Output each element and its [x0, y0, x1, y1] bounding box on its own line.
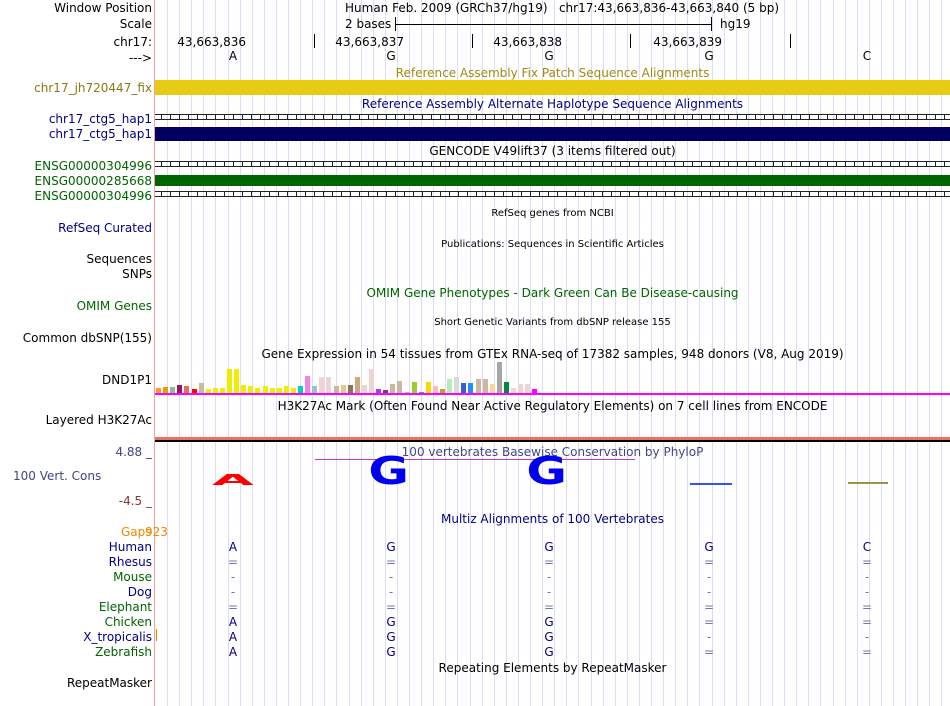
gtex-gene-line: [155, 393, 950, 395]
cons-logo-g1: G: [368, 449, 409, 493]
alignment-base: A: [228, 540, 238, 554]
species-label[interactable]: Chicken: [104, 615, 152, 629]
cons-zero-line: [315, 459, 635, 460]
gtex-bar[interactable]: [362, 385, 367, 393]
gtex-bar[interactable]: [177, 385, 182, 393]
alt-title[interactable]: Reference Assembly Alternate Haplotype Sequence Alignments: [361, 97, 744, 111]
gencode-feature-1[interactable]: [155, 161, 950, 167]
alignment-base: =: [703, 645, 715, 659]
ruler-tick: [314, 34, 315, 48]
ruler-tick: [472, 34, 473, 48]
alignment-base: =: [703, 615, 715, 629]
reference-base: G: [704, 49, 714, 63]
gtex-bar[interactable]: [468, 383, 473, 393]
alignment-base: =: [385, 555, 397, 569]
refseq-title[interactable]: RefSeq genes from NCBI: [491, 208, 614, 219]
alignment-base: -: [230, 570, 236, 584]
gtex-bar[interactable]: [397, 381, 402, 393]
alignment-base: G: [704, 540, 714, 554]
gtex-bar[interactable]: [334, 386, 339, 393]
gaps-label[interactable]: Gaps: [121, 525, 152, 539]
ruler-position: 43,663,836: [177, 35, 246, 49]
pubs-title[interactable]: Publications: Sequences in Scientific Articles: [441, 239, 664, 250]
rmsk-title[interactable]: Repeating Elements by RepeatMasker: [438, 661, 667, 675]
species-label[interactable]: Elephant: [98, 600, 152, 614]
gtex-bar[interactable]: [390, 384, 395, 393]
gtex-bar[interactable]: [234, 369, 239, 393]
alignment-base: =: [703, 600, 715, 614]
gtex-bar[interactable]: [355, 377, 360, 393]
gtex-bar[interactable]: [426, 382, 431, 393]
gtex-bar[interactable]: [348, 385, 353, 393]
alignment-base: -: [706, 570, 712, 584]
refseq-label[interactable]: RefSeq Curated: [58, 221, 152, 235]
gencode-label-1[interactable]: ENSG00000304996: [34, 159, 152, 173]
alignment-base: =: [385, 600, 397, 614]
alignment-base: =: [861, 555, 873, 569]
alignment-base: =: [861, 600, 873, 614]
scale-bar: [395, 24, 711, 25]
gtex-bar[interactable]: [504, 382, 509, 393]
gencode-title[interactable]: GENCODE V49lift37 (3 items filtered out): [429, 144, 676, 158]
alignment-base: G: [544, 540, 554, 554]
gtex-bar[interactable]: [298, 386, 303, 393]
alignment-base: =: [543, 600, 555, 614]
alt-label-2[interactable]: chr17_ctg5_hap1: [48, 127, 152, 141]
cons-logo-a: A: [212, 471, 254, 489]
gtex-bar[interactable]: [184, 386, 189, 393]
gtex-bar[interactable]: [497, 362, 502, 393]
gtex-bar[interactable]: [319, 377, 324, 393]
ruler-tick: [630, 34, 631, 48]
alignment-base: A: [228, 630, 238, 644]
gtex-label[interactable]: DND1P1: [102, 373, 152, 387]
gtex-bar[interactable]: [454, 377, 459, 393]
strand-label: --->: [128, 51, 152, 65]
alignment-base: -: [706, 630, 712, 644]
alignment-base: G: [544, 615, 554, 629]
scale-text: 2 bases: [345, 17, 392, 31]
h3k27ac-label[interactable]: Layered H3K27Ac: [45, 413, 152, 427]
cons-logo-g3: [690, 483, 732, 485]
fix-label[interactable]: chr17_jh720447_fix: [34, 81, 152, 95]
cons-title[interactable]: 100 vertebrates Basewise Conservation by PhyloP: [401, 445, 704, 459]
alt-label-1[interactable]: chr17_ctg5_hap1: [48, 112, 152, 126]
gencode-feature-3[interactable]: [155, 191, 950, 197]
reference-base: G: [544, 49, 554, 63]
gtex-bar[interactable]: [241, 385, 246, 393]
alignment-base: -: [230, 585, 236, 599]
alignment-base: -: [864, 585, 870, 599]
gtex-bar[interactable]: [284, 386, 289, 393]
multiz-title[interactable]: Multiz Alignments of 100 Vertebrates: [440, 512, 665, 526]
gtex-bar[interactable]: [483, 379, 488, 393]
reference-base: G: [386, 49, 396, 63]
scale-assembly: hg19: [720, 17, 751, 31]
gtex-bar[interactable]: [248, 386, 253, 393]
alignment-base: =: [227, 555, 239, 569]
gtex-bar[interactable]: [312, 386, 317, 393]
gencode-label-2[interactable]: ENSG00000285668: [34, 174, 152, 188]
gtex-bar[interactable]: [263, 386, 268, 393]
gtex-bar[interactable]: [412, 382, 417, 393]
alignment-base: G: [386, 630, 396, 644]
gtex-bar[interactable]: [525, 384, 530, 393]
h3k27ac-baseline: [155, 440, 950, 442]
gtex-bar[interactable]: [199, 383, 204, 393]
window-position: Human Feb. 2009 (GRCh37/hg19) chr17:43,663,836-43,663,840 (5 bp): [345, 1, 780, 15]
species-label[interactable]: Zebrafish: [95, 645, 152, 659]
omim-label[interactable]: OMIM Genes: [76, 299, 152, 313]
cons-max: 4.88 _: [115, 445, 152, 459]
omim-title[interactable]: OMIM Gene Phenotypes - Dark Green Can Be Disease-causing: [366, 286, 739, 300]
chrom-label: chr17:: [113, 35, 152, 49]
rmsk-label[interactable]: RepeatMasker: [66, 676, 152, 690]
gtex-bar[interactable]: [341, 385, 346, 393]
gencode-label-3[interactable]: ENSG00000304996: [34, 189, 152, 203]
alignment-base: =: [861, 645, 873, 659]
gtex-bar[interactable]: [447, 379, 452, 393]
alignment-base: A: [228, 645, 238, 659]
gtex-bar[interactable]: [461, 383, 466, 393]
alignment-base: -: [388, 570, 394, 584]
gap-marker: [156, 629, 157, 641]
gtex-bar[interactable]: [518, 384, 523, 393]
alt-haplotype-feature-2[interactable]: [155, 127, 950, 141]
alignment-base: -: [706, 585, 712, 599]
dbsnp-label[interactable]: Common dbSNP(155): [22, 331, 152, 345]
gtex-bar[interactable]: [326, 377, 331, 393]
species-label[interactable]: Dog: [127, 585, 152, 599]
alignment-base: -: [864, 630, 870, 644]
fix-patch-feature[interactable]: [155, 80, 950, 95]
reference-base: C: [862, 49, 872, 63]
gencode-feature-2[interactable]: [155, 175, 950, 186]
alignment-base: =: [861, 615, 873, 629]
cons-label[interactable]: 100 Vert. Cons: [13, 469, 102, 483]
alignment-base: =: [227, 600, 239, 614]
gtex-bar[interactable]: [433, 386, 438, 393]
alignment-base: G: [544, 645, 554, 659]
fix-title[interactable]: Reference Assembly Fix Patch Sequence Alignments: [395, 66, 710, 80]
cons-logo-c: [848, 482, 888, 484]
gtex-title[interactable]: Gene Expression in 54 tissues from GTEx RNA-seq of 17382 samples, 948 donors (V8, Aug 2019): [261, 347, 844, 361]
ruler-position: 43,663,838: [493, 35, 562, 49]
gtex-bar[interactable]: [476, 379, 481, 393]
pubs-label-snps[interactable]: SNPs: [122, 267, 152, 281]
species-label[interactable]: X_tropicalis: [83, 630, 152, 644]
alignment-base: -: [388, 585, 394, 599]
h3k27ac-title[interactable]: H3K27Ac Mark (Often Found Near Active Regulatory Elements) on 7 cell lines from ENCODE: [277, 399, 828, 413]
cons-logo-g2: G: [526, 449, 567, 493]
alignment-base: -: [546, 570, 552, 584]
scale-label: Scale: [119, 17, 152, 31]
alignment-base: G: [386, 615, 396, 629]
alignment-base: G: [544, 630, 554, 644]
alignment-base: -: [546, 585, 552, 599]
gtex-bar[interactable]: [227, 369, 232, 393]
cons-min: -4.5 _: [118, 494, 152, 508]
gtex-bar[interactable]: [369, 369, 374, 393]
gtex-bar[interactable]: [305, 376, 310, 393]
alignment-base: C: [862, 540, 872, 554]
pubs-label-sequences[interactable]: Sequences: [86, 252, 152, 266]
species-label[interactable]: Human: [108, 540, 152, 554]
reference-base: A: [228, 49, 238, 63]
alignment-base: G: [386, 540, 396, 554]
alignment-base: -: [864, 570, 870, 584]
alignment-base: G: [386, 645, 396, 659]
species-label[interactable]: Mouse: [113, 570, 152, 584]
gaps-overlap: 923: [145, 525, 168, 539]
gtex-bar[interactable]: [490, 384, 495, 393]
species-label[interactable]: Rhesus: [108, 555, 152, 569]
window-position-label: Window Position: [54, 1, 152, 15]
alignment-base: A: [228, 615, 238, 629]
alignment-base: =: [543, 555, 555, 569]
ruler-position: 43,663,839: [653, 35, 722, 49]
alignment-base: =: [703, 555, 715, 569]
alt-haplotype-feature[interactable]: [155, 114, 950, 120]
ruler-tick: [790, 34, 791, 48]
ruler-position: 43,663,837: [335, 35, 404, 49]
dbsnp-title[interactable]: Short Genetic Variants from dbSNP release 155: [434, 317, 671, 328]
